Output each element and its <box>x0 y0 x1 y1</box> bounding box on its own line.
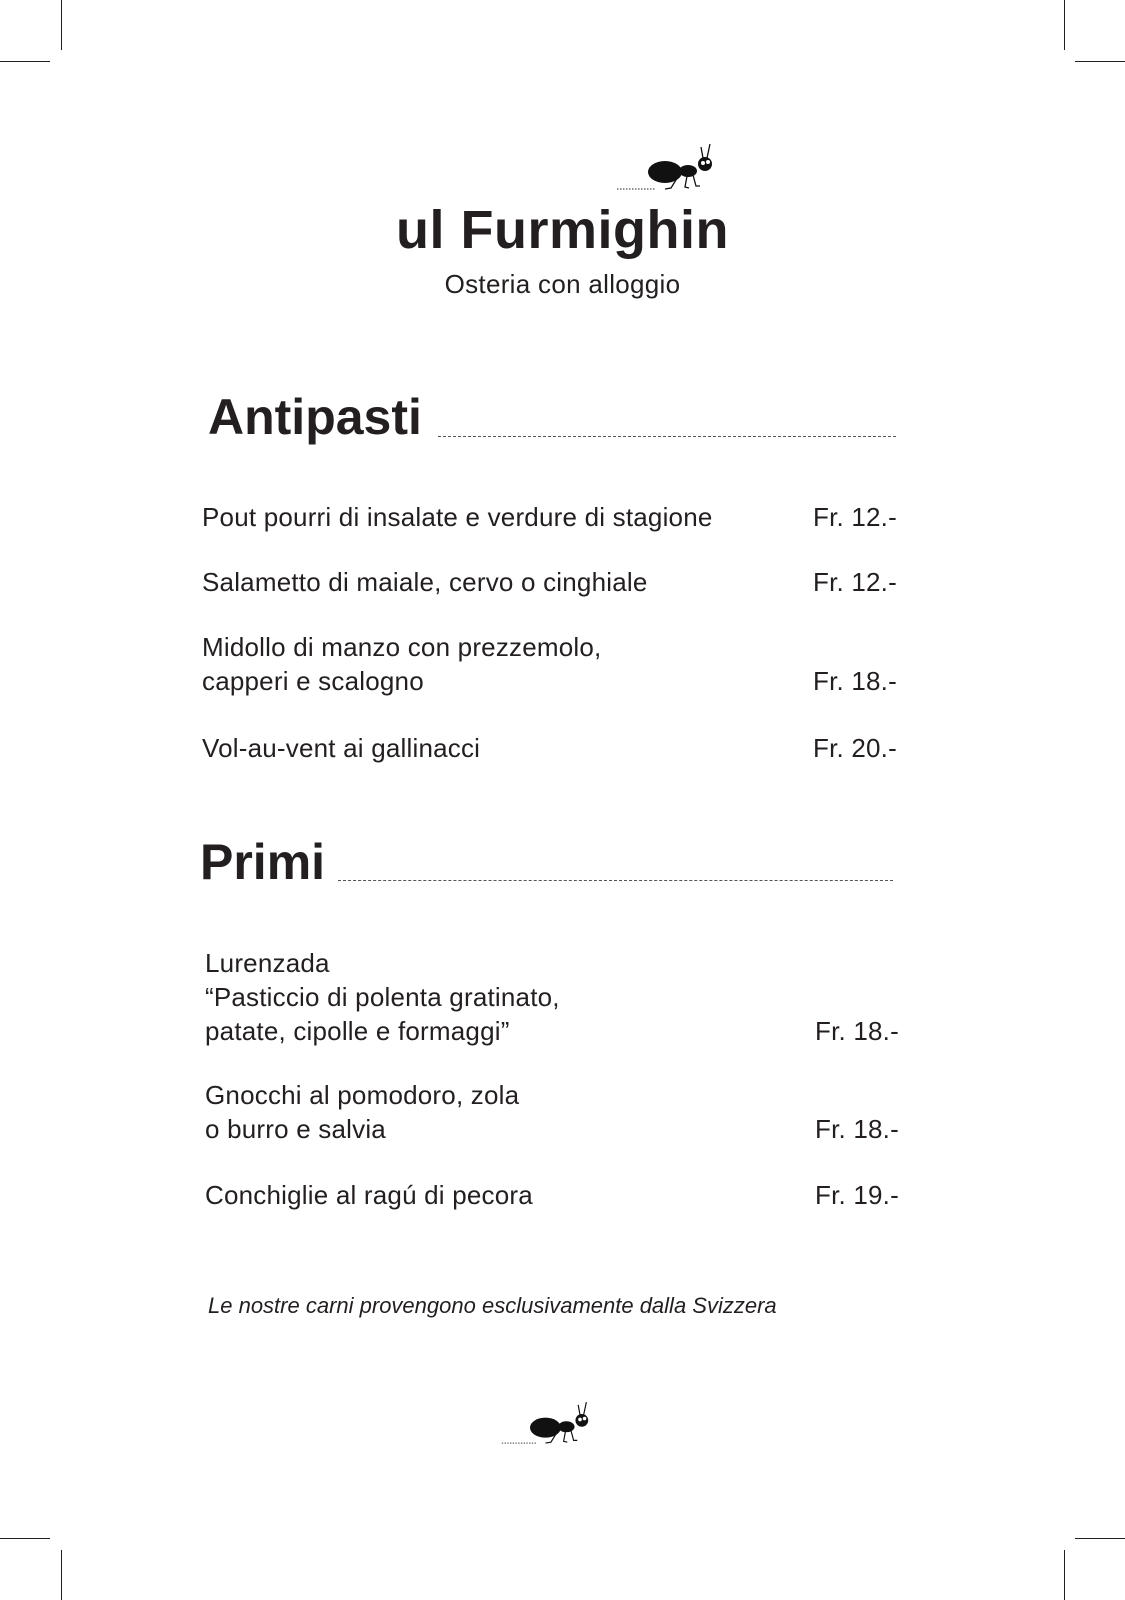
menu-item: Conchiglie al ragú di pecora <box>205 1180 533 1210</box>
crop-mark <box>1064 1550 1065 1600</box>
menu-item-price: Fr. 18.- <box>813 666 897 696</box>
menu-item-price: Fr. 12.- <box>813 567 897 597</box>
menu-item: Gnocchi al pomodoro, zola o burro e salvia <box>205 1080 520 1144</box>
menu-item: Vol-au-vent ai gallinacci <box>202 733 481 763</box>
footer-note: Le nostre carni provengono esclusivamente dalla Svizzera <box>208 1293 777 1318</box>
crop-mark <box>0 61 50 62</box>
crop-mark <box>0 1538 50 1539</box>
menu-item-price: Fr. 18.- <box>815 1114 899 1144</box>
heading-dashed-rule <box>438 436 896 437</box>
crop-mark <box>61 1550 62 1600</box>
section-heading-primi: Primi <box>200 834 326 890</box>
menu-item-price: Fr. 18.- <box>815 1016 899 1046</box>
crop-mark <box>1064 0 1065 50</box>
menu-item-price: Fr. 20.- <box>813 733 897 763</box>
menu-item: Lurenzada “Pasticcio di polenta gratinato, patate, cipolle e formaggi” <box>205 948 560 1046</box>
heading-dashed-rule <box>338 880 893 881</box>
section-heading-antipasti: Antipasti <box>208 389 422 445</box>
menu-item: Midollo di manzo con prezzemolo, capperi e scalogno <box>202 632 602 696</box>
restaurant-subtitle: Osteria con alloggio <box>444 269 681 299</box>
menu-item-price: Fr. 12.- <box>813 502 897 532</box>
crop-mark <box>1075 1538 1125 1539</box>
ant-logo-icon <box>615 142 725 194</box>
restaurant-title: ul Furmighin <box>396 200 729 260</box>
menu-item: Pout pourri di insalate e verdure di stagione <box>202 502 713 532</box>
menu-item: Salametto di maiale, cervo o cinghiale <box>202 567 648 597</box>
crop-mark <box>1075 61 1125 62</box>
crop-mark <box>61 0 62 50</box>
ant-logo-icon <box>500 1400 600 1448</box>
menu-item-price: Fr. 19.- <box>815 1180 899 1210</box>
